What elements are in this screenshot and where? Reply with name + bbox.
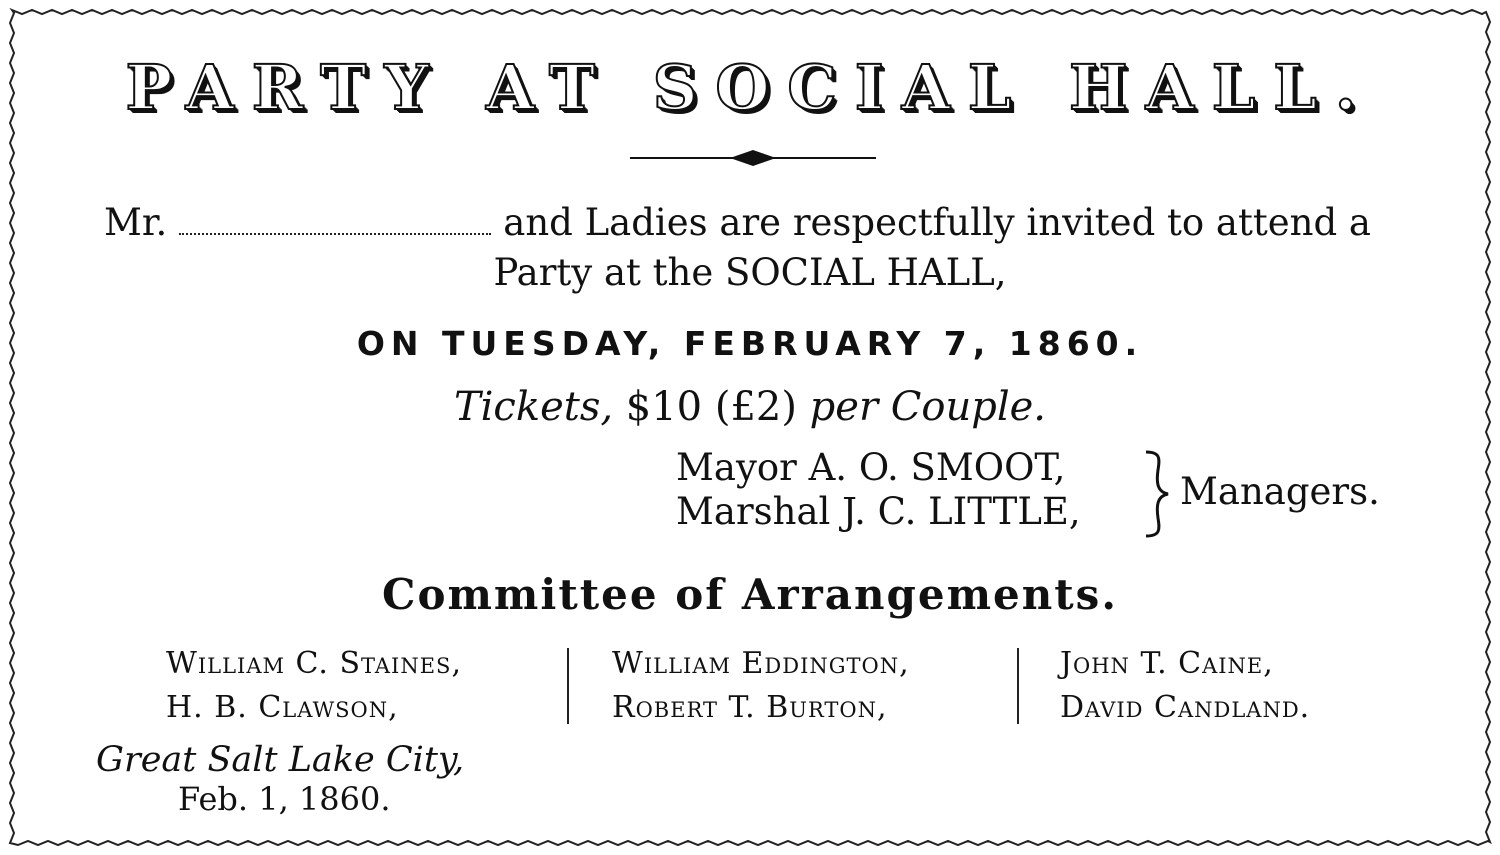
committee-member: David Candland. bbox=[1060, 690, 1311, 725]
committee-column bbox=[166, 642, 462, 730]
ticket-per-couple: per Couple. bbox=[809, 384, 1047, 430]
committee-title: Committee of Arrangements. bbox=[382, 570, 1118, 619]
tickets-label: Tickets, bbox=[453, 384, 614, 430]
place-date: Feb. 1, 1860. bbox=[178, 780, 391, 818]
committee-column bbox=[612, 642, 910, 730]
committee-member: William Eddington, bbox=[612, 646, 910, 681]
column-divider bbox=[1017, 648, 1019, 724]
event-date: ON TUESDAY, FEBRUARY 7, 1860. bbox=[356, 324, 1144, 363]
divider-ornament-icon bbox=[630, 148, 876, 168]
ticket-price: $10 (£2) bbox=[625, 384, 797, 430]
committee-member: H. B. Clawson, bbox=[166, 690, 399, 725]
committee-column bbox=[1060, 642, 1310, 730]
invitation-line-2: Party at the SOCIAL HALL, bbox=[493, 251, 1007, 294]
managers-names bbox=[676, 446, 1081, 534]
page-title: PARTY AT SOCIAL HALL. bbox=[125, 51, 1375, 124]
curly-brace-icon bbox=[1138, 448, 1178, 540]
manager-name: Mayor A. O. SMOOT, bbox=[676, 446, 1066, 489]
invitation-text-1: and Ladies are respectfully invited to attend a bbox=[503, 201, 1371, 244]
salutation: Mr. bbox=[104, 201, 168, 244]
column-divider bbox=[567, 648, 569, 724]
committee-member: John T. Caine, bbox=[1060, 646, 1274, 681]
name-blank-field bbox=[179, 223, 491, 235]
invitation-line-1 bbox=[104, 200, 1371, 246]
managers-label: Managers. bbox=[1180, 470, 1380, 513]
manager-name: Marshal J. C. LITTLE, bbox=[676, 490, 1081, 533]
ticket-price-line bbox=[0, 383, 1500, 431]
committee-member: William C. Staines, bbox=[166, 646, 462, 681]
place-city: Great Salt Lake City, bbox=[96, 740, 465, 780]
committee-member: Robert T. Burton, bbox=[612, 690, 888, 725]
